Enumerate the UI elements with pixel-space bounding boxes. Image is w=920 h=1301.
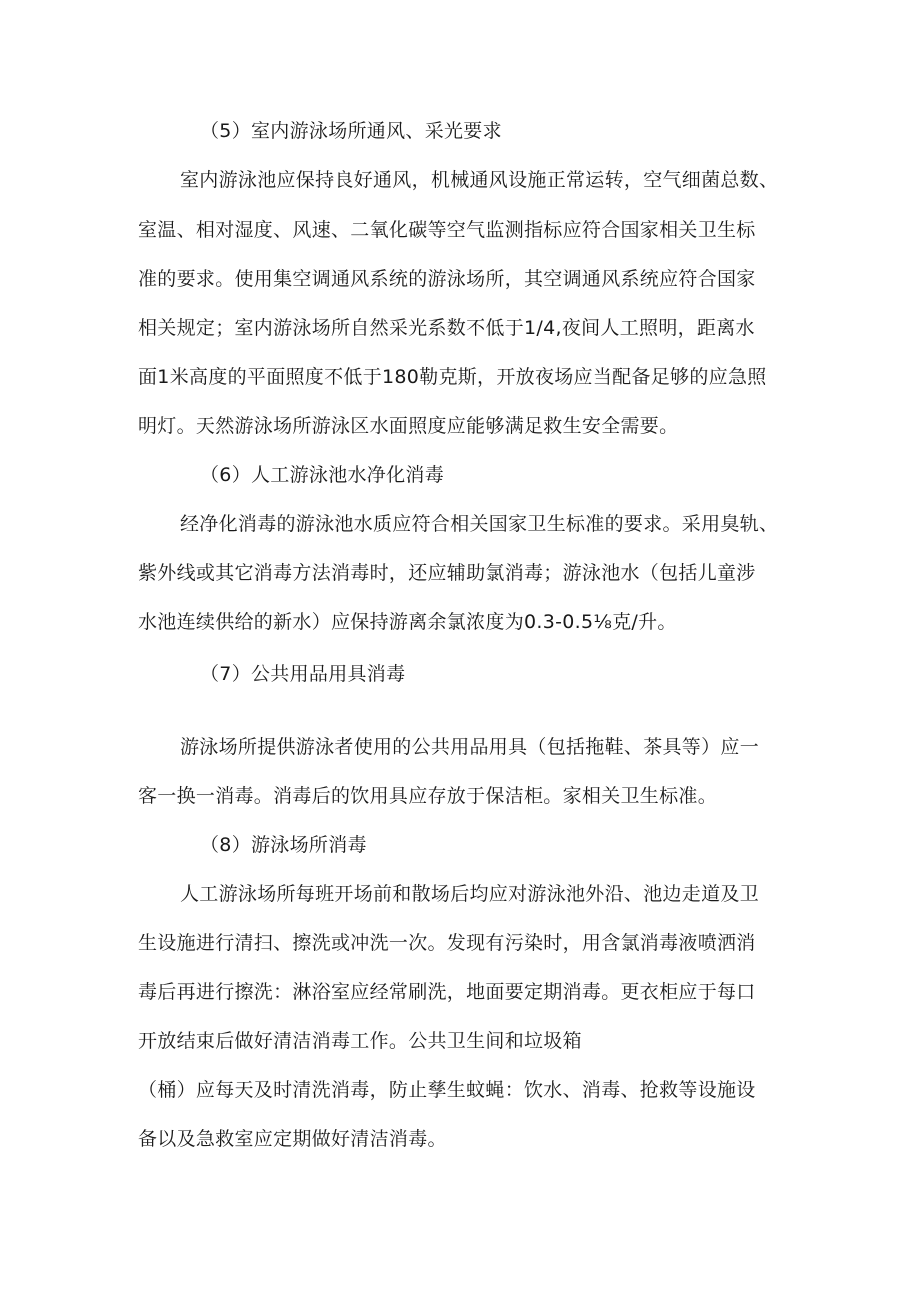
section-8-line-1: 人工游泳场所每班开场前和散场后均应对游泳池外沿、池边走道及卫 [180, 883, 760, 905]
section-7-line-2: 客一换一消毒。消毒后的饮用具应存放于保洁柜。家相关卫生标准。 [138, 785, 718, 807]
section-6-line-2: 紫外线或其它消毒方法消毒时，还应辅助氯消毒；游泳池水（包括儿童涉 [138, 562, 756, 584]
section-7-heading: （7）公共用品用具消毒 [200, 663, 406, 685]
section-5-line-5: 面1米高度的平面照度不低于180勒克斯，开放夜场应当配备足够的应急照 [138, 366, 767, 388]
section-8-line-6: 备以及急救室应定期做好清洁消毒。 [138, 1128, 447, 1150]
section-5-line-1: 室内游泳池应保持良好通风，机械通风设施正常运转，空气细菌总数、 [180, 169, 779, 191]
section-8-heading: （8）游泳场所消毒 [200, 834, 367, 856]
section-6-heading: （6）人工游泳池水净化消毒 [200, 464, 444, 486]
section-8-line-3: 毒后再进行擦洗：淋浴室应经常刷洗，地面要定期消毒。更衣柜应于每口 [138, 981, 756, 1003]
section-5-line-2: 室温、相对湿度、风速、二氧化碳等空气监测指标应符合国家相关卫生标 [138, 219, 756, 241]
section-5-line-6: 明灯。天然游泳场所游泳区水面照度应能够满足救生安全需要。 [138, 415, 679, 437]
section-7-line-1: 游泳场所提供游泳者使用的公共用品用具（包括拖鞋、茶具等）应一 [180, 736, 760, 758]
section-8-line-4: 开放结束后做好清洁消毒工作。公共卫生间和垃圾箱 [138, 1030, 582, 1052]
section-8-line-5: （桶）应每天及时清洗消毒，防止孳生蚊蝇：饮水、消毒、抢救等设施设 [138, 1079, 756, 1101]
section-5-heading: （5）室内游泳场所通风、采光要求 [200, 120, 502, 142]
section-5-line-3: 准的要求。使用集空调通风系统的游泳场所，其空调通风系统应符合国家 [138, 268, 756, 290]
section-6-line-1: 经净化消毒的游泳池水质应符合相关国家卫生标准的要求。采用臭轨、 [180, 513, 779, 535]
section-5-line-4: 相关规定；室内游泳场所自然采光系数不低于1/4,夜间人工照明，距离水 [138, 317, 755, 339]
section-6-line-3: 水池连续供给的新水）应保持游离余氯浓度为0.3-0.5⅛克/升。 [138, 611, 677, 633]
section-8-line-2: 生设施进行清扫、擦洗或冲洗一次。发现有污染时，用含氯消毒液喷洒消 [138, 932, 756, 954]
